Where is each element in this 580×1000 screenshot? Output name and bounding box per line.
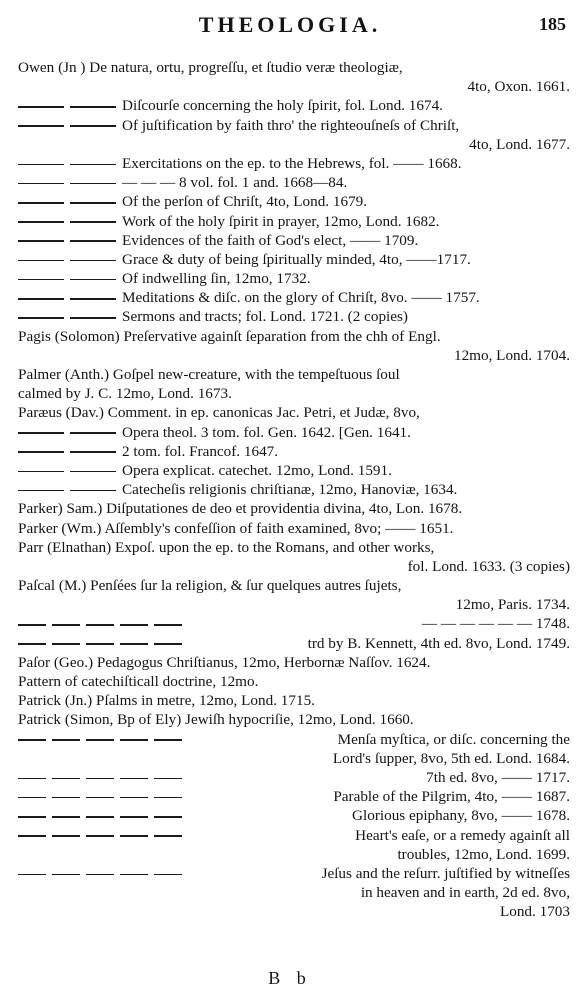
entry-text: Paræus (Dav.) Comment. in ep. canonicas Jac. Petri, et Judæ, 8vo, bbox=[18, 404, 420, 422]
catalogue-line bbox=[18, 749, 570, 768]
catalogue-line bbox=[18, 327, 570, 346]
entry-text: Patrick (Simon, Bp of Ely) Jewiſh hypocriſie, 12mo, Lond. 1660. bbox=[18, 711, 414, 729]
ditto-dash bbox=[18, 826, 188, 845]
entry-text: Owen (Jn ) De natura, ortu, progreſſu, et ſtudio veræ theologiæ, bbox=[18, 59, 403, 76]
catalogue-line bbox=[18, 154, 570, 173]
entry-text: Jeſus and the reſurr. juſtified by witneſſes bbox=[321, 864, 570, 882]
catalogue-line bbox=[18, 787, 570, 806]
entry-text: Of juſtification by faith thro' the righteouſneſs of Chriſt, bbox=[122, 116, 460, 134]
catalogue-line bbox=[18, 442, 570, 461]
catalogue-line bbox=[18, 307, 570, 326]
catalogue-line bbox=[18, 691, 570, 710]
catalogue-line bbox=[18, 77, 570, 96]
ditto-dash bbox=[18, 461, 122, 480]
catalogue-line bbox=[18, 423, 570, 442]
catalogue-line bbox=[18, 499, 570, 518]
entry-text: 4to, Lond. 1677. bbox=[469, 135, 570, 153]
catalogue-line bbox=[18, 346, 570, 365]
entry-text: Heart's eaſe, or a remedy againſt all bbox=[355, 826, 570, 844]
entry-text: Parr (Elnathan) Expoſ. upon the ep. to the Romans, and other works, bbox=[18, 538, 435, 556]
ditto-dash bbox=[18, 806, 188, 825]
entry-text: Meditations & diſc. on the glory of Chriſt, 8vo. —— 1757. bbox=[122, 289, 480, 307]
catalogue-line bbox=[18, 212, 570, 231]
ditto-dash bbox=[18, 250, 122, 269]
entry-text: in heaven and in earth, 2d ed. 8vo, bbox=[360, 884, 570, 902]
ditto-dash bbox=[18, 154, 122, 173]
entry-text: Diſcourſe concerning the holy ſpirit, fol. Lond. 1674. bbox=[122, 97, 443, 115]
catalogue-line bbox=[18, 614, 570, 633]
ditto-dash bbox=[18, 288, 122, 307]
catalogue-line bbox=[18, 365, 570, 384]
entry-text: Parable of the Pilgrim, 4to, —— 1687. bbox=[333, 788, 570, 806]
entry-text: 7th ed. 8vo, —— 1717. bbox=[426, 768, 570, 786]
entry-text: Parker (Wm.) Aſſembly's confeſſion of faith examined, 8vo; —— 1651. bbox=[18, 519, 454, 537]
catalogue-line bbox=[18, 519, 570, 538]
catalogue-line bbox=[18, 730, 570, 749]
entry-text: fol. Lond. 1633. (3 copies) bbox=[407, 557, 570, 575]
ditto-dash bbox=[18, 192, 122, 211]
entry-text: Glorious epiphany, 8vo, —— 1678. bbox=[352, 807, 570, 825]
ditto-dash bbox=[18, 730, 188, 749]
catalogue-line bbox=[18, 634, 570, 653]
signature-mark: B b bbox=[268, 968, 312, 988]
catalogue-line bbox=[18, 192, 570, 211]
entry-text: Palmer (Anth.) Goſpel new-creature, with the tempeſtuous ſoul bbox=[18, 366, 400, 383]
entry-text: 12mo, Paris. 1734. bbox=[455, 596, 570, 614]
entry-text: Of indwelling ſin, 12mo, 1732. bbox=[122, 270, 311, 288]
entry-text: troubles, 12mo, Lond. 1699. bbox=[397, 845, 570, 863]
entry-text: Paſcal (M.) Penſées ſur la religion, & ſur quelques autres ſujets, bbox=[18, 577, 402, 595]
catalogue-line bbox=[18, 672, 570, 691]
ditto-dash bbox=[18, 307, 122, 326]
entry-text: Opera theol. 3 tom. fol. Gen. 1642. [Gen. 1641. bbox=[122, 423, 411, 441]
catalogue-line bbox=[18, 116, 570, 135]
catalogue-line bbox=[18, 653, 570, 672]
catalogue-line bbox=[18, 595, 570, 614]
catalogue-line bbox=[18, 231, 570, 250]
catalogue-line bbox=[18, 806, 570, 825]
ditto-dash bbox=[18, 864, 188, 883]
catalogue-line bbox=[18, 845, 570, 864]
catalogue-line bbox=[18, 538, 570, 557]
entry-text: Paſor (Geo.) Pedagogus Chriſtianus, 12mo, Herbornæ Naſſov. 1624. bbox=[18, 653, 431, 671]
catalogue-line bbox=[18, 173, 570, 192]
catalogue-line bbox=[18, 96, 570, 115]
entry-text: trd by B. Kennett, 4th ed. 8vo, Lond. 1749. bbox=[307, 634, 570, 652]
entry-text: Menſa myſtica, or diſc. concerning the bbox=[337, 730, 570, 748]
ditto-dash bbox=[18, 173, 122, 192]
catalogue-line bbox=[18, 461, 570, 480]
entry-text: Exercitations on the ep. to the Hebrews, fol. —— 1668. bbox=[122, 154, 462, 172]
catalogue-line bbox=[18, 58, 570, 77]
ditto-dash bbox=[18, 614, 188, 633]
ditto-dash bbox=[18, 768, 188, 787]
entry-text: 2 tom. fol. Francof. 1647. bbox=[122, 442, 279, 460]
catalogue-line bbox=[18, 710, 570, 729]
catalogue-line bbox=[18, 250, 570, 269]
entry-text: Sermons and tracts; fol. Lond. 1721. (2 copies) bbox=[122, 308, 408, 326]
catalogue-line bbox=[18, 902, 570, 921]
entry-text: Lond. 1703 bbox=[499, 903, 570, 921]
ditto-dash bbox=[18, 269, 122, 288]
entry-text: Grace & duty of being ſpiritually minded, 4to, ——1717. bbox=[122, 250, 471, 268]
ditto-dash bbox=[18, 480, 122, 499]
catalogue-line bbox=[18, 403, 570, 422]
ditto-dash bbox=[18, 423, 122, 442]
catalogue-line bbox=[18, 768, 570, 787]
entry-text: Catecheſis religionis chriſtianæ, 12mo, Hanoviæ, 1634. bbox=[122, 481, 458, 499]
catalogue-entries bbox=[18, 58, 570, 921]
entry-text: Pattern of catechiſticall doctrine, 12mo. bbox=[18, 673, 259, 690]
entry-text: 4to, Oxon. 1661. bbox=[467, 78, 570, 96]
entry-text: Work of the holy ſpirit in prayer, 12mo, Lond. 1682. bbox=[122, 212, 440, 230]
entry-text: — — — 8 vol. fol. 1 and. 1668—84. bbox=[122, 174, 348, 192]
entry-text: Opera explicat. catechet. 12mo, Lond. 1591. bbox=[122, 461, 392, 479]
catalogue-line bbox=[18, 864, 570, 883]
entry-text: Parker) Sam.) Diſputationes de deo et providentia divina, 4to, Lon. 1678. bbox=[18, 500, 463, 518]
catalogue-line bbox=[18, 557, 570, 576]
catalogue-line bbox=[18, 576, 570, 595]
entry-text: — — — — — — 1748. bbox=[421, 615, 570, 633]
catalogue-line bbox=[18, 883, 570, 902]
entry-text: Evidences of the faith of God's elect, —— 1709. bbox=[122, 231, 419, 249]
page-header bbox=[0, 12, 580, 42]
page-title: THEOLOGIA. bbox=[198, 12, 382, 37]
entry-text: Patrick (Jn.) Pſalms in metre, 12mo, Lond. 1715. bbox=[18, 692, 315, 710]
catalogue-line bbox=[18, 269, 570, 288]
entry-text: 12mo, Lond. 1704. bbox=[453, 346, 570, 364]
entry-text: calmed by J. C. 12mo, Lond. 1673. bbox=[18, 385, 232, 403]
ditto-dash bbox=[18, 634, 188, 653]
entry-text: Pagis (Solomon) Preſervative againſt ſeparation from the chh of Engl. bbox=[18, 327, 441, 345]
entry-text: Lord's ſupper, 8vo, 5th ed. Lond. 1684. bbox=[332, 749, 570, 767]
ditto-dash bbox=[18, 442, 122, 461]
ditto-dash bbox=[18, 116, 122, 135]
catalogue-line bbox=[18, 826, 570, 845]
ditto-dash bbox=[18, 212, 122, 231]
catalogue-line bbox=[18, 288, 570, 307]
page-number: 185 bbox=[539, 14, 566, 34]
catalogue-line bbox=[18, 384, 570, 403]
entry-text: Of the perſon of Chriſt, 4to, Lond. 1679. bbox=[122, 193, 368, 211]
ditto-dash bbox=[18, 96, 122, 115]
ditto-dash bbox=[18, 231, 122, 250]
ditto-dash bbox=[18, 787, 188, 806]
catalogue-line bbox=[18, 480, 570, 499]
catalogue-line bbox=[18, 135, 570, 154]
